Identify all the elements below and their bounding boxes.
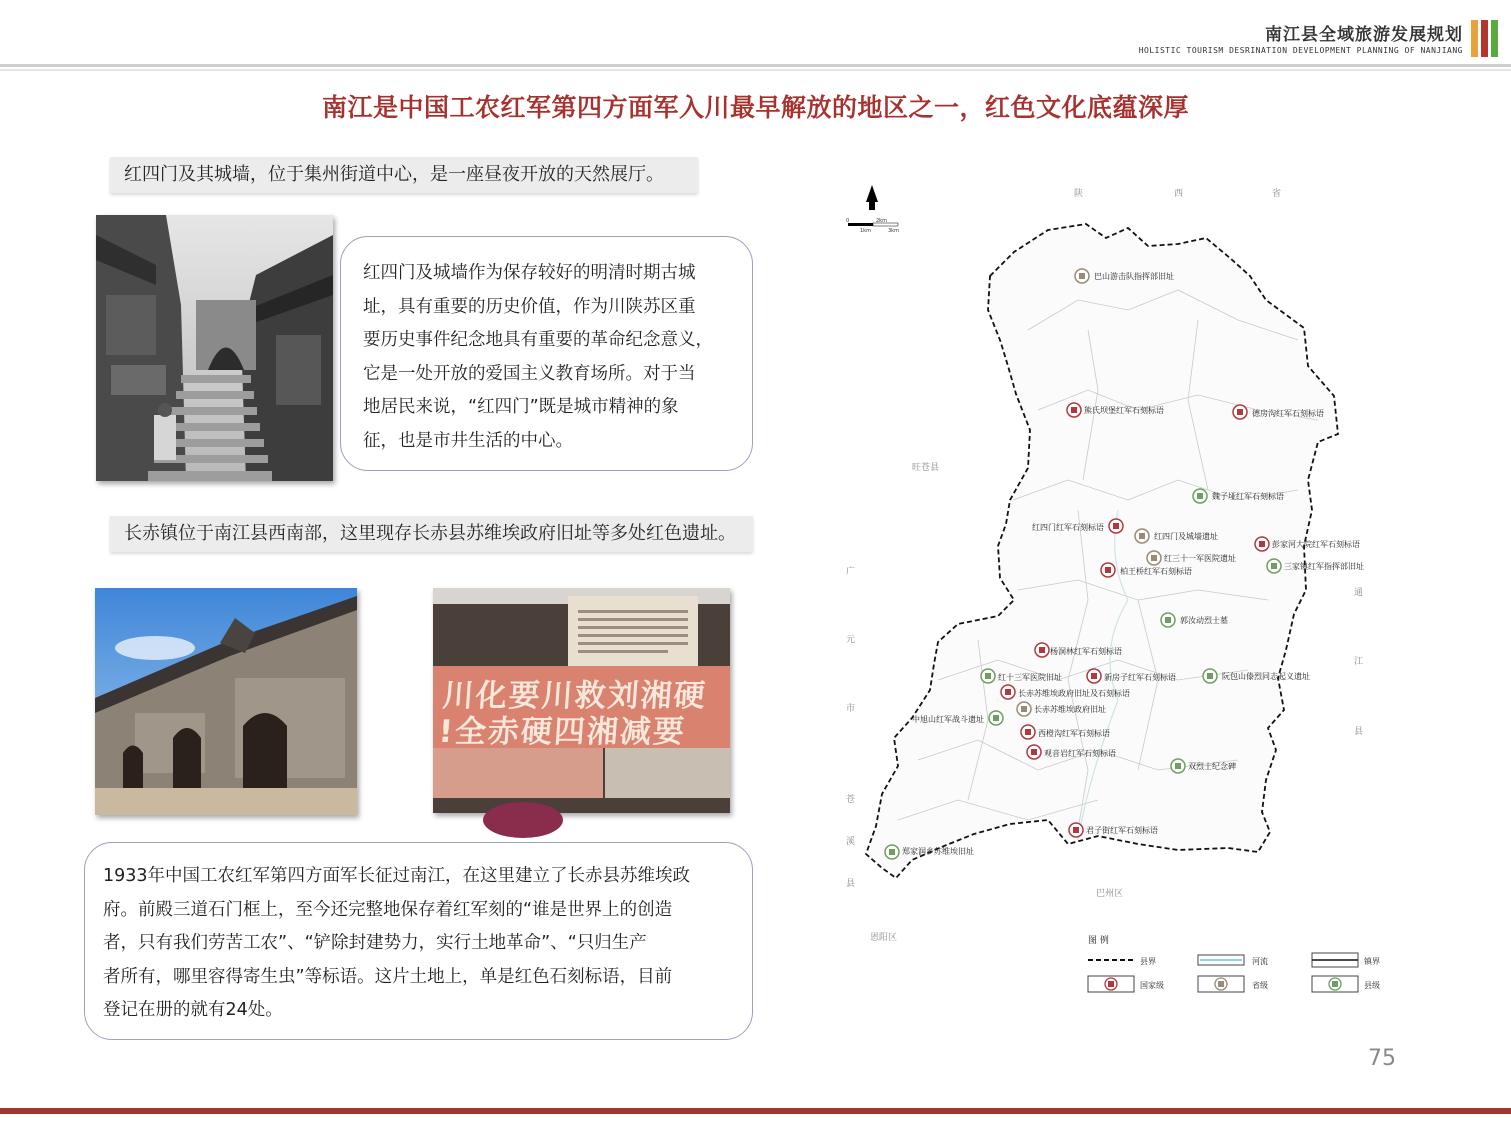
- site-label: 彭家河大院红军石刻标语: [1272, 540, 1360, 549]
- section1-line: 址，具有重要的历史价值，作为川陕苏区重: [363, 296, 696, 317]
- section1-description-box: [340, 236, 753, 471]
- plaque-line: !全赤硬四湘减要: [437, 714, 688, 750]
- section1-line: 征，也是市井生活的中心。: [363, 430, 573, 451]
- page-number: 75: [1368, 1046, 1396, 1071]
- red-slogan-stone-carving-photo: [433, 588, 730, 813]
- section2-line: 1933年中国工农红军第四方面军长征过南江，在这里建立了长赤县苏维埃政: [103, 866, 691, 886]
- site-label: 观音岩红军石刻标语: [1044, 749, 1116, 758]
- plaque-line: 川化要川救刘湘硬: [441, 678, 709, 714]
- region-label-guangyuan: 市: [846, 704, 856, 714]
- section1-caption: 红四门及其城墙，位于集州街道中心，是一座昼夜开放的天然展厅。: [110, 157, 698, 193]
- section1-line: 它是一处开放的爱国主义教育场所。对于当: [363, 363, 696, 384]
- scale-label: 1km: [860, 228, 871, 234]
- site-label: 郑家润乡苏维埃旧址: [902, 847, 974, 856]
- site-label: 长赤苏维埃政府旧址: [1034, 705, 1106, 714]
- region-label-shaanxi: 省: [1272, 189, 1282, 199]
- region-label-guangyuan: 广: [846, 567, 856, 577]
- site-label: 阮包山傣烈同志起义遗址: [1222, 672, 1310, 681]
- site-label: 中旭山红军战斗遗址: [912, 715, 984, 724]
- site-label: 红四门及城墙遗址: [1154, 532, 1218, 541]
- header-divider: [0, 64, 1511, 67]
- region-label-tongjiang: 通: [1354, 588, 1364, 598]
- footer-rule: [0, 1108, 1511, 1114]
- scale-label: 0: [846, 218, 850, 224]
- site-label: 双烈士纪念碑: [1188, 762, 1236, 771]
- section1-line: 红四门及城墙作为保存较好的明清时期古城: [363, 263, 696, 283]
- site-label: 郭汝动烈士墓: [1180, 616, 1228, 625]
- site-label: 君子街红军石刻标语: [1086, 826, 1158, 835]
- region-label-tongjiang: 县: [1354, 727, 1364, 737]
- document-title: 南江县全域旅游发展规划: [1265, 25, 1463, 45]
- section2-line: 登记在册的就有24处。: [103, 1000, 283, 1020]
- site-marker[interactable]: [1171, 759, 1236, 773]
- site-label: 红三十一军医院遗址: [1164, 554, 1236, 563]
- legend-label: 县界: [1140, 957, 1156, 966]
- section2-description-box: [84, 842, 753, 1040]
- section2-line: 府。前殿三道石门框上，至今还完整地保存着红军刻的“谁是世界上的创造: [103, 899, 673, 920]
- legend-label: 河流: [1252, 957, 1268, 966]
- region-label-shaanxi: 西: [1174, 189, 1184, 199]
- section2-caption: 长赤镇位于南江县西南部，这里现存长赤县苏维埃政府旧址等多处红色遗址。: [110, 516, 753, 552]
- site-label: 长赤苏维埃政府旧址及石刻标语: [1018, 689, 1130, 698]
- red-heritage-map: [838, 180, 1398, 990]
- region-label-guangyuan: 元: [846, 635, 856, 645]
- region-label-cangxi: 县: [846, 879, 856, 889]
- legend-label: 国家级: [1140, 981, 1164, 990]
- site-label: 巴山游击队指挥部旧址: [1094, 272, 1174, 281]
- site-label: 红四门红军石刻标语: [1032, 523, 1104, 532]
- region-label-cangxi: 溪: [846, 837, 856, 847]
- section2-line: 者所有，哪里容得寄生虫”等标语。这片土地上，单是红色石刻标语，目前: [103, 966, 673, 987]
- site-label: 柏王桥红军石刻标语: [1120, 567, 1192, 576]
- site-label: 魏子垭红军石刻标语: [1212, 492, 1284, 501]
- site-label: 杨洞林红军石刻标语: [1050, 647, 1122, 656]
- region-label-bazhou: 巴州区: [1096, 889, 1124, 899]
- section2-line: 者，只有我们劳苦工农”、“铲除封建势力，实行土地革命”、“只归生产: [103, 933, 647, 953]
- site-label: 三家镇红军指挥部旧址: [1284, 562, 1364, 571]
- red-gate-photo: [96, 215, 333, 481]
- legend-label: 省级: [1252, 981, 1268, 990]
- region-label-cangxi: 苍: [846, 795, 856, 805]
- scale-label: 2km: [876, 218, 887, 224]
- legend-title: 图 例: [1088, 936, 1109, 946]
- section1-line: 地居民来说，“红四门”既是城市精神的象: [363, 397, 679, 417]
- document-subtitle: HOLISTIC TOURISM DESRINATION DEVELOPMENT PLANNING OF NANJIANG: [1138, 46, 1463, 55]
- region-label-tongjiang: 江: [1354, 657, 1364, 667]
- north-arrow-icon: [866, 185, 878, 202]
- county-boundary: [866, 224, 1338, 878]
- page-headline: 南江是中国工农红军第四方面军入川最早解放的地区之一，红色文化底蕴深厚: [321, 93, 1189, 122]
- region-label-enyang: 恩阳区: [870, 933, 898, 943]
- site-label: 新房子红军石刻标语: [1104, 673, 1176, 682]
- map-legend: [1088, 934, 1380, 992]
- brand-color-bars: [1471, 20, 1499, 57]
- site-label: 熊氏坝堡红军石刻标语: [1084, 406, 1164, 415]
- legend-label: 镇界: [1364, 957, 1380, 966]
- north-arrow-shaft: [869, 202, 875, 210]
- scale-label: 3km: [888, 228, 899, 234]
- legend-label: 县级: [1364, 981, 1380, 990]
- site-label: 德房沟红军石刻标语: [1252, 409, 1324, 418]
- region-label-shaanxi: 陕: [1074, 189, 1084, 199]
- region-label-wangcang: 旺苍县: [912, 463, 940, 473]
- soviet-government-building-photo: [95, 588, 357, 815]
- header-divider-thin: [0, 69, 1511, 71]
- site-label: 红十三军医院旧址: [998, 673, 1062, 682]
- section1-line: 要历史事件纪念地具有重要的革命纪念意义，: [363, 330, 713, 350]
- site-marker[interactable]: [1161, 613, 1228, 627]
- site-label: 西橙沟红军石刻标语: [1038, 729, 1110, 738]
- site-marker[interactable]: [1135, 529, 1218, 543]
